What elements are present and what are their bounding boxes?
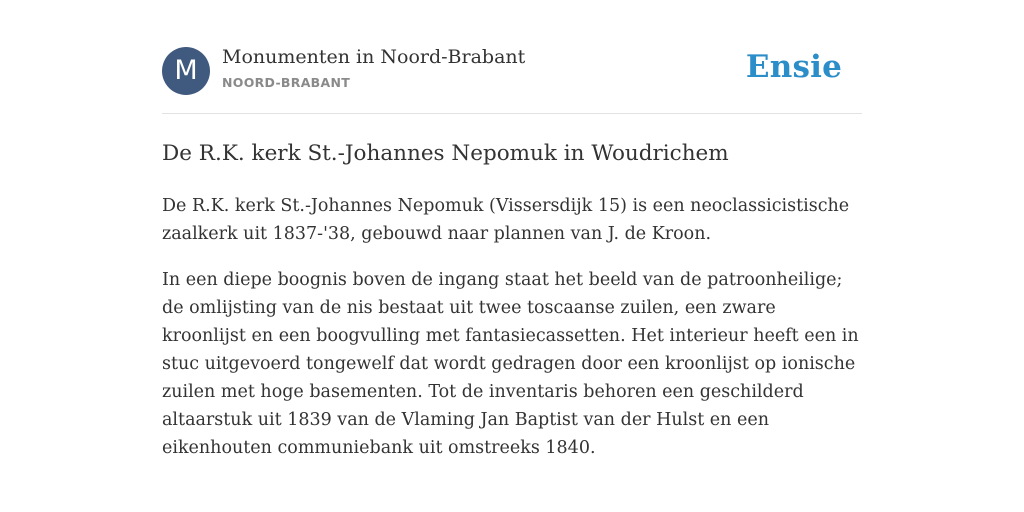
source-header <box>162 40 862 114</box>
avatar[interactable]: M <box>162 47 210 95</box>
article-paragraph-1: De R.K. kerk St.-Johannes Nepomuk (Vissersdijk 15) is een neoclassicistische zaalkerk uit 1837-'38, gebouwd naar plannen van J. de Kroon. <box>162 196 850 244</box>
content-card <box>162 40 862 462</box>
article-title: De R.K. kerk St.-Johannes Nepomuk in Woudrichem <box>162 141 729 166</box>
source-subtitle[interactable]: NOORD-BRABANT <box>222 75 351 90</box>
brand-logo[interactable]: Ensie <box>745 49 842 85</box>
source-title-link[interactable]: Monumenten in Noord-Brabant <box>222 46 526 68</box>
article-paragraph-2: In een diepe boognis boven de ingang staat het beeld van de patroonheilige; de omlijsting van de nis bestaat uit twee toscaanse zuilen, een zware kroonlijst en een boogvulling met fantasiecassetten. Het interieur heeft een in stuc uitgevoerd tongewelf dat wordt gedragen door een kroonlijst op ionische zuilen met hoge basementen. Tot de inventaris behoren een geschilderd altaarstuk uit 1839 van de Vlaming Jan Baptist van der Hulst en een eikenhouten communiebank uit omstreeks 1840. <box>162 270 859 458</box>
